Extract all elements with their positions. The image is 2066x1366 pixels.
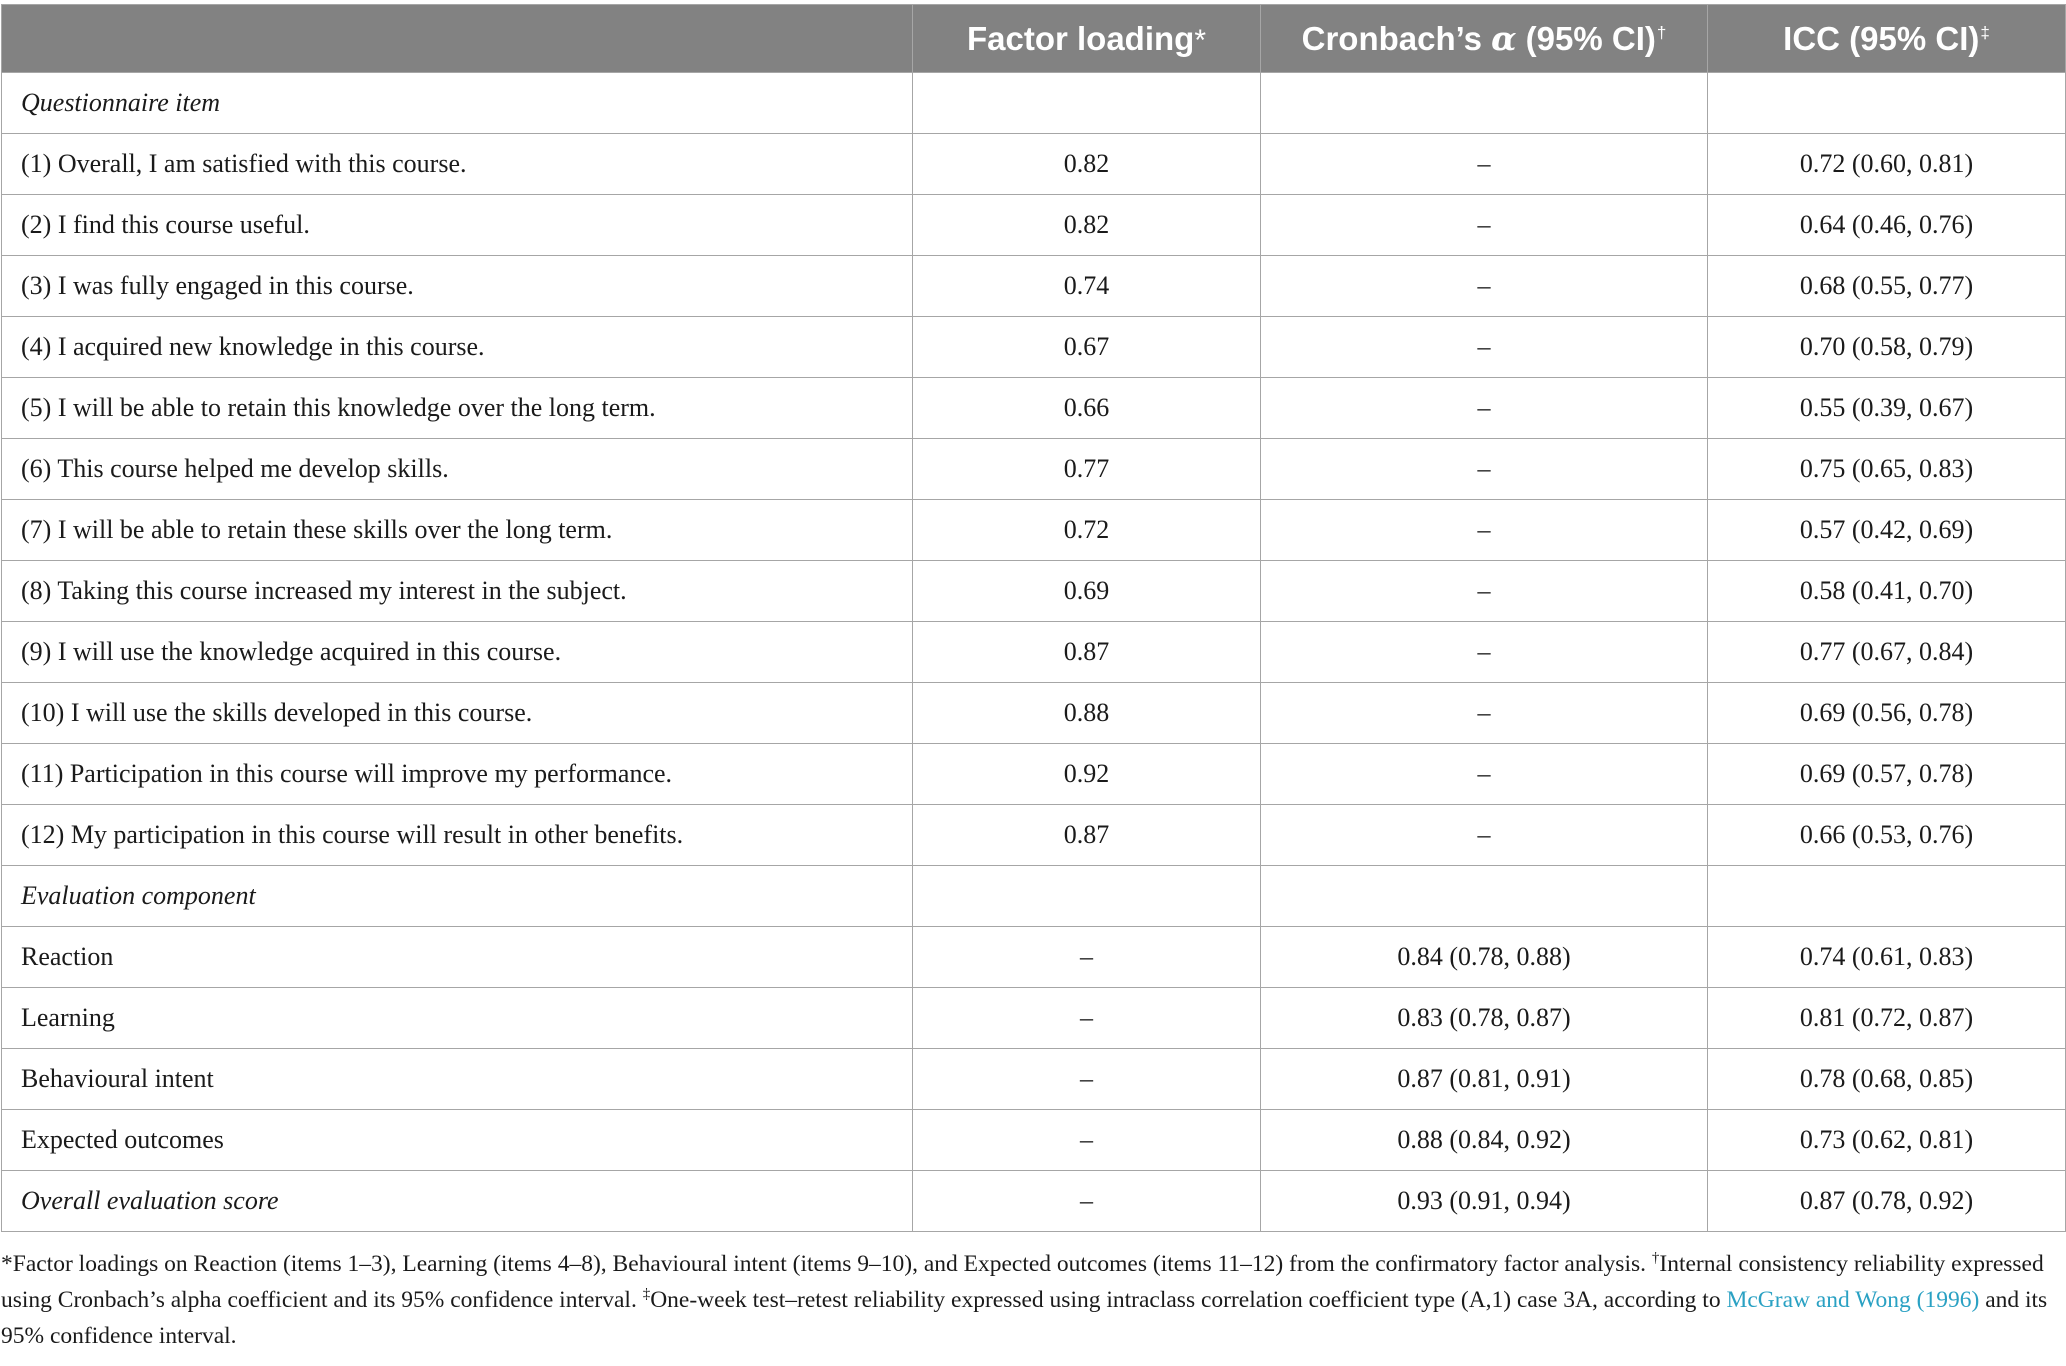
factor-loading-cell: 0.72 [913,500,1261,561]
header-factor-loading-label: Factor loading [966,19,1195,57]
factor-loading-cell: – [913,988,1261,1049]
alpha-cell: – [1261,195,1708,256]
factor-loading-cell: – [913,927,1261,988]
section-row-evaluation-component [2,866,2066,927]
header-cell-icc [1708,5,2066,73]
item-label: (11) Participation in this course will improve my performance. [2,744,913,805]
item-label: (12) My participation in this course will result in other benefits. [2,805,913,866]
component-label: Learning [2,988,913,1049]
header-factor-loading-mark: * [1194,23,1207,57]
header-icc-mark: ‡ [1980,22,1990,42]
table-row [2,500,2066,561]
icc-cell: 0.70 (0.58, 0.79) [1708,317,2066,378]
icc-cell: 0.87 (0.78, 0.92) [1708,1171,2066,1232]
icc-cell: 0.75 (0.65, 0.83) [1708,439,2066,500]
footnote-mark-double-dagger: ‡ [642,1286,651,1302]
table-row [2,195,2066,256]
header-cronbach-suffix: (95% CI) [1516,20,1656,57]
alpha-cell: – [1261,439,1708,500]
component-label: Expected outcomes [2,1110,913,1171]
factor-loading-cell: 0.87 [913,622,1261,683]
factor-loading-cell: 0.87 [913,805,1261,866]
table-row [2,622,2066,683]
component-label: Reaction [2,927,913,988]
item-label: (2) I find this course useful. [2,195,913,256]
alpha-cell: 0.88 (0.84, 0.92) [1261,1110,1708,1171]
alpha-cell: – [1261,317,1708,378]
alpha-cell: – [1261,744,1708,805]
table-row [2,378,2066,439]
alpha-cell: 0.84 (0.78, 0.88) [1261,927,1708,988]
factor-loading-cell: – [913,1110,1261,1171]
footnote-text-end: and its 95% confidence interval. [1,1287,2048,1349]
factor-loading-cell: 0.82 [913,195,1261,256]
table-row-overall [2,1171,2066,1232]
alpha-cell: – [1261,256,1708,317]
icc-cell: 0.78 (0.68, 0.85) [1708,1049,2066,1110]
table-row [2,1049,2066,1110]
footnote-text-icc: One-week test–retest reliability expressed using intraclass correlation coefficient type (A,1) case 3A, according to [650,1287,1727,1313]
table-row [2,317,2066,378]
table-row [2,683,2066,744]
icc-cell: 0.73 (0.62, 0.81) [1708,1110,2066,1171]
header-cronbach-prefix: Cronbach’s [1301,20,1492,57]
footnote-text-cronbach: Internal consistency reliability expressed using Cronbach’s alpha coefficient and its 95% confidence interval. [1,1251,2044,1313]
icc-cell: 0.81 (0.72, 0.87) [1708,988,2066,1049]
alpha-cell: – [1261,134,1708,195]
footnote-mark-star: * [1,1251,13,1277]
table-row [2,439,2066,500]
table-row [2,988,2066,1049]
table-row [2,927,2066,988]
factor-loading-cell: 0.69 [913,561,1261,622]
factor-loading-cell: 0.82 [913,134,1261,195]
factor-loading-cell: 0.74 [913,256,1261,317]
empty-cell [1261,866,1708,927]
header-cell-item [2,5,913,73]
empty-cell [1708,73,2066,134]
header-cell-factor-loading [913,5,1261,73]
footnote-reference-link[interactable]: McGraw and Wong (1996) [1726,1287,1980,1313]
reliability-table [1,4,2066,1232]
table-row [2,805,2066,866]
icc-cell: 0.77 (0.67, 0.84) [1708,622,2066,683]
table-header [2,5,2066,73]
icc-cell: 0.68 (0.55, 0.77) [1708,256,2066,317]
table-row [2,561,2066,622]
alpha-cell: 0.93 (0.91, 0.94) [1261,1171,1708,1232]
table-footnote [1,1246,2061,1354]
item-label: (9) I will use the knowledge acquired in this course. [2,622,913,683]
factor-loading-cell: – [913,1171,1261,1232]
header-cell-cronbach-alpha [1261,5,1708,73]
icc-cell: 0.55 (0.39, 0.67) [1708,378,2066,439]
icc-cell: 0.74 (0.61, 0.83) [1708,927,2066,988]
factor-loading-cell: 0.92 [913,744,1261,805]
item-label: (8) Taking this course increased my interest in the subject. [2,561,913,622]
icc-cell: 0.64 (0.46, 0.76) [1708,195,2066,256]
icc-cell: 0.66 (0.53, 0.76) [1708,805,2066,866]
empty-cell [913,866,1261,927]
factor-loading-cell: 0.88 [913,683,1261,744]
header-alpha-symbol: α [1491,19,1517,58]
alpha-cell: – [1261,561,1708,622]
footnote-text-factor-loadings: Factor loadings on Reaction (items 1–3), Learning (items 4–8), Behavioural intent (items 9–10), and Expected outcomes (items 11–12) from the confirmatory factor analysis. [12,1251,1652,1277]
table-body [2,73,2066,1232]
header-icc-label: ICC (95% CI) [1783,19,1980,57]
alpha-cell: – [1261,683,1708,744]
table-row [2,744,2066,805]
icc-cell: 0.58 (0.41, 0.70) [1708,561,2066,622]
alpha-cell: – [1261,378,1708,439]
factor-loading-cell: 0.67 [913,317,1261,378]
component-label: Behavioural intent [2,1049,913,1110]
header-cronbach-mark: † [1656,23,1667,42]
item-label: (4) I acquired new knowledge in this course. [2,317,913,378]
table-row [2,256,2066,317]
item-label: (6) This course helped me develop skills. [2,439,913,500]
alpha-cell: – [1261,500,1708,561]
icc-cell: 0.57 (0.42, 0.69) [1708,500,2066,561]
table-row [2,134,2066,195]
alpha-cell: 0.83 (0.78, 0.87) [1261,988,1708,1049]
alpha-cell: – [1261,622,1708,683]
item-label: (7) I will be able to retain these skills over the long term. [2,500,913,561]
factor-loading-cell: – [913,1049,1261,1110]
empty-cell [913,73,1261,134]
component-label: Overall evaluation score [2,1171,913,1232]
item-label: (5) I will be able to retain this knowledge over the long term. [2,378,913,439]
table-row [2,1110,2066,1171]
alpha-cell: 0.87 (0.81, 0.91) [1261,1049,1708,1110]
item-label: (1) Overall, I am satisfied with this course. [2,134,913,195]
icc-cell: 0.72 (0.60, 0.81) [1708,134,2066,195]
alpha-cell: – [1261,805,1708,866]
section-row-questionnaire-item [2,73,2066,134]
empty-cell [1261,73,1708,134]
empty-cell [1708,866,2066,927]
header-row [2,5,2066,73]
factor-loading-cell: 0.66 [913,378,1261,439]
icc-cell: 0.69 (0.56, 0.78) [1708,683,2066,744]
section-heading: Evaluation component [2,866,913,927]
footnote-mark-dagger: † [1651,1250,1660,1266]
icc-cell: 0.69 (0.57, 0.78) [1708,744,2066,805]
factor-loading-cell: 0.77 [913,439,1261,500]
section-heading: Questionnaire item [2,73,913,134]
item-label: (3) I was fully engaged in this course. [2,256,913,317]
item-label: (10) I will use the skills developed in this course. [2,683,913,744]
